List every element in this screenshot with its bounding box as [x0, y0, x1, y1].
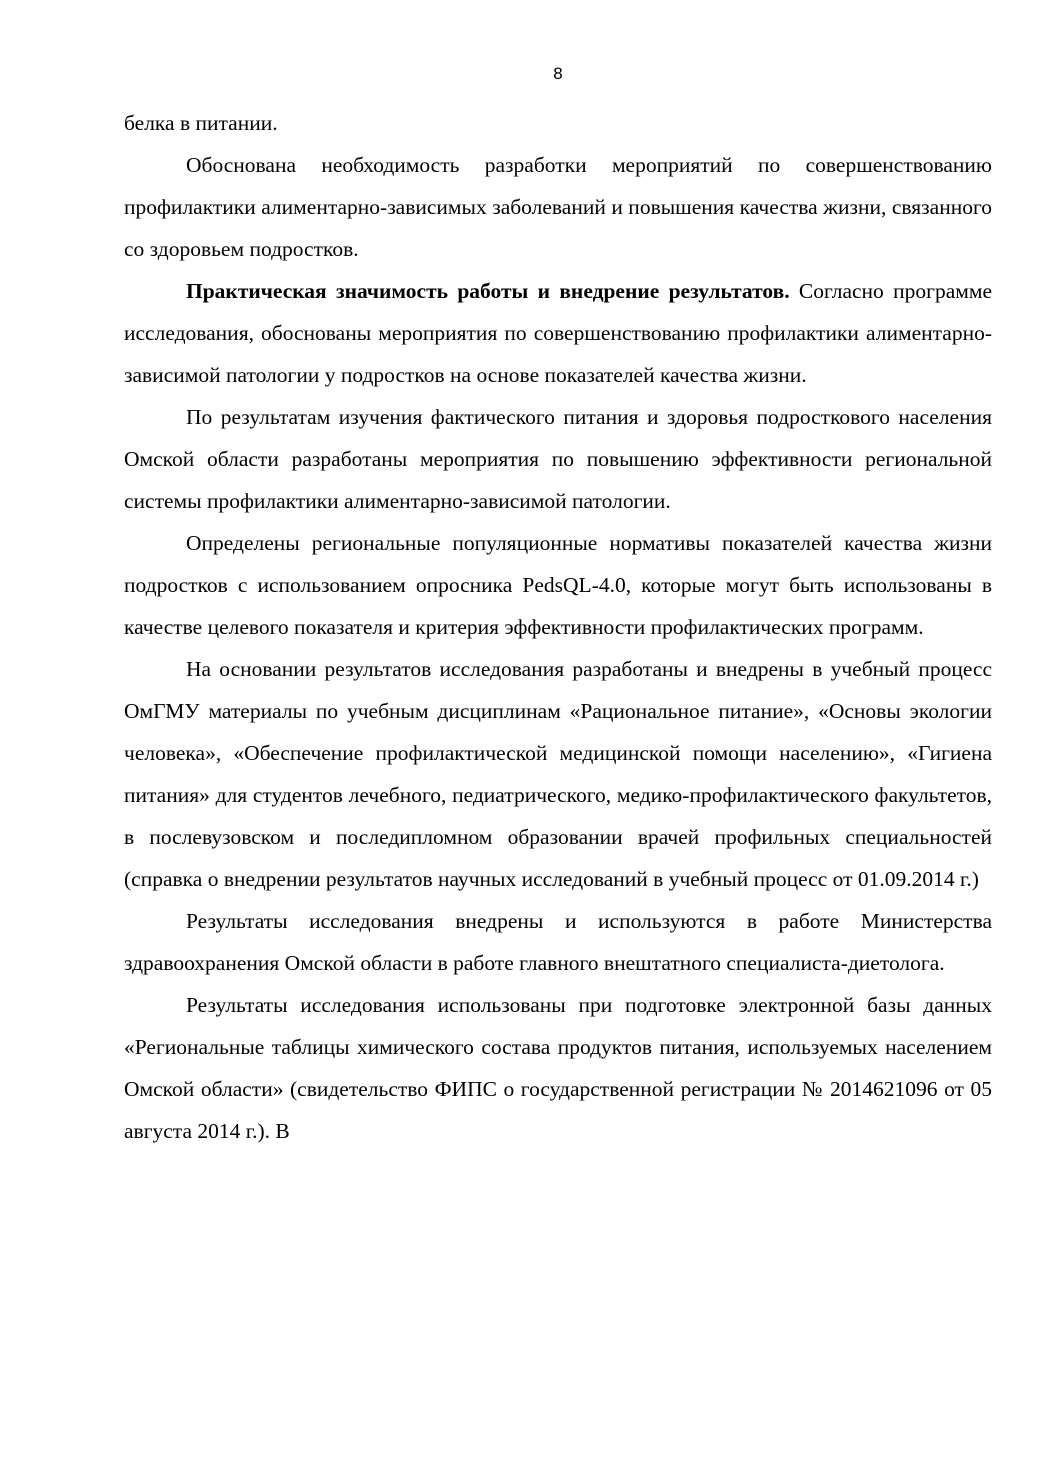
paragraph-practical-significance [124, 270, 992, 396]
document-body [124, 102, 992, 1152]
paragraph-text: По результатам изучения фактического питания и здоровья подросткового населения Омской области разработаны мероприятия по повышению эффективности региональной системы профилактики алиментарно-зависимой патологии. [124, 405, 992, 513]
page-number: 8 [553, 64, 563, 83]
paragraph-regional-norms [124, 522, 992, 648]
paragraph-text: Обоснована необходимость разработки мероприятий по совершенствованию профилактики алиментарно-зависимых заболеваний и повышения качества жизни, связанного со здоровьем подростков. [124, 153, 992, 261]
paragraph-text: Определены региональные популяционные нормативы показателей качества жизни подростков с использованием опросника PedsQL-4.0, которые могут быть использованы в качестве целевого показателя и критерия эффективности профилактических программ. [124, 531, 992, 639]
paragraph-text: Согласно программе исследования, обоснованы мероприятия по совершенствованию профилактики алиментарно-зависимой патологии у подростков на основе показателей качества жизни. [124, 279, 992, 387]
paragraph-text: белка в питании. [124, 111, 278, 135]
section-heading-inline: Практическая значимость работы и внедрение результатов. [186, 279, 790, 303]
paragraph-ministry-implementation [124, 900, 992, 984]
paragraph-text: На основании результатов исследования разработаны и внедрены в учебный процесс ОмГМУ материалы по учебным дисциплинам «Рациональное питание», «Основы экологии человека», «Обеспечение профилактической медицинской помощи населению», «Гигиена питания» для студентов лечебного, педиатрического, медико-профилактического факультетов, в послевузовском и последипломном образовании врачей профильных специальностей (справка о внедрении результатов научных исследований в учебный процесс от 01.09.2014 г.) [124, 657, 992, 891]
paragraph-continuation [124, 102, 992, 144]
paragraph-database [124, 984, 992, 1152]
paragraph-justification [124, 144, 992, 270]
paragraph-educational-materials [124, 648, 992, 900]
paragraph-text: Результаты исследования внедрены и используются в работе Министерства здравоохранения Омской области в работе главного внештатного специалиста-диетолога. [124, 909, 992, 975]
paragraph-text: Результаты исследования использованы при подготовке электронной базы данных «Региональные таблицы химического состава продуктов питания, используемых населением Омской области» (свидетельство ФИПС о государственной регистрации № 2014621096 от 05 августа 2014 г.). В [124, 993, 992, 1143]
paragraph-research-results [124, 396, 992, 522]
